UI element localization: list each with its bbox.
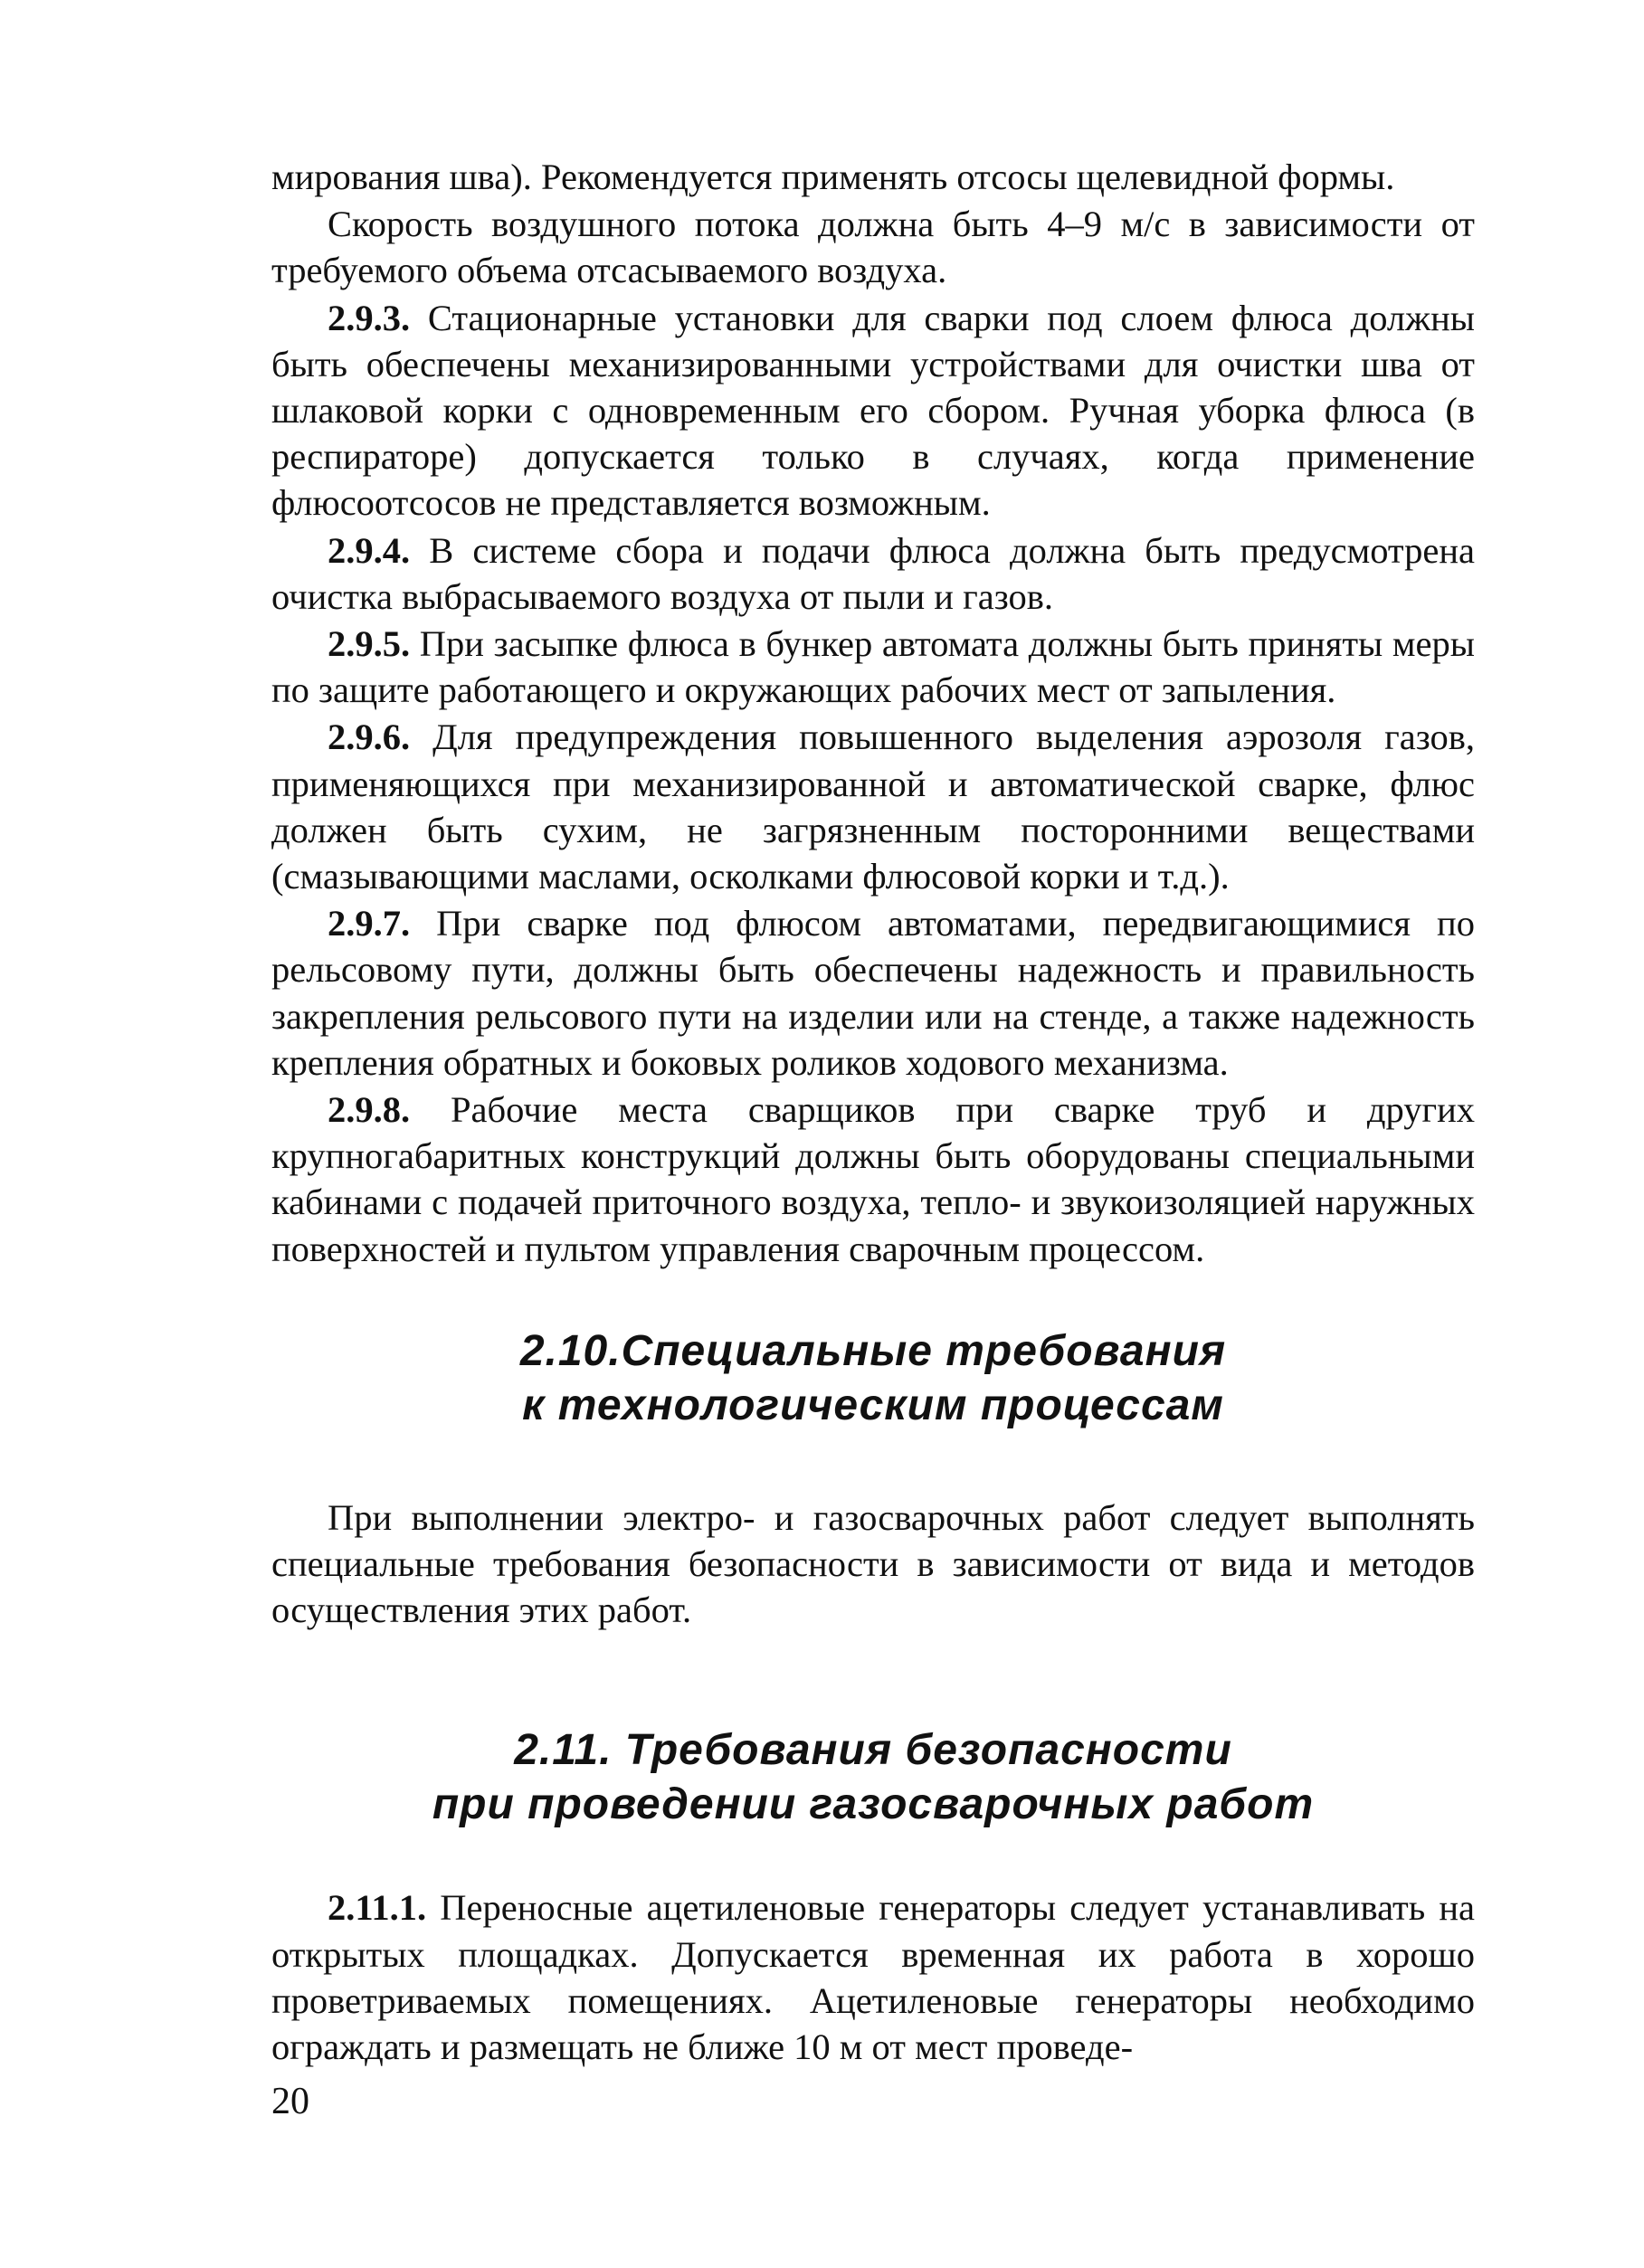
paragraph-text: При сварке под флюсом автоматами, передвигающимися по рельсовому пути, должны быть обеспечены надежность и правильность закрепления рельсового пути на изделии или на стенде, а также надежность крепления обратных и боковых роликов ходового механизма. <box>271 903 1475 1083</box>
paragraph-text: В системе сбора и подачи флюса должна быть предусмотрена очистка выбрасываемого воздуха от пыли и газов. <box>271 529 1475 617</box>
heading-line: к технологическим процессам <box>522 1381 1224 1429</box>
paragraph-text: Рабочие места сварщиков при сварке труб и других крупногабаритных конструкций должны быть оборудованы специальными кабинами с подачей приточного воздуха, тепло- и звукоизоляцией наружных поверхностей и пультом управления сварочным процессом. <box>271 1089 1475 1269</box>
section-heading-2-10 <box>271 1324 1475 1433</box>
paragraph-text: Стационарные установки для сварки под слоем флюса должны быть обеспечены механизированными устройствами для очистки шва от шлаковой корки с одновременным его сбором. Ручная уборка флюса (в респираторе) допускается только в случаях, когда применение флюсоотсосов не представляется возможным. <box>271 297 1475 524</box>
paragraph-number: 2.11.1. <box>328 1887 427 1929</box>
paragraph-number: 2.9.4. <box>328 529 411 571</box>
paragraph-number: 2.9.3. <box>328 297 411 338</box>
heading-line: 2.11. Требования безопасности <box>514 1726 1232 1775</box>
paragraph-text: При засыпке флюса в бункер автомата должны быть приняты меры по защите работающего и окружающих рабочих мест от запыления. <box>271 623 1475 711</box>
paragraph-airflow <box>271 201 1475 293</box>
heading-line: 2.10.Специальные требования <box>519 1326 1227 1375</box>
paragraph-number: 2.9.8. <box>328 1089 411 1131</box>
page-number: 20 <box>271 2081 309 2122</box>
section-heading-2-11 <box>271 1723 1475 1832</box>
paragraph-2-9-8 <box>271 1087 1475 1272</box>
paragraph-number: 2.9.6. <box>328 716 411 758</box>
paragraph-text: Переносные ацетиленовые генераторы следует устанавливать на открытых площадках. Допускается временная их работа в хорошо проветриваемых помещениях. Ацетиленовые генераторы необходимо ограждать и размещать не ближе 10 м от мест проведе- <box>271 1887 1475 2068</box>
paragraph-2-9-7 <box>271 900 1475 1086</box>
paragraph-text: Скорость воздушного потока должна быть 4–9 м/с в зависимости от требуемого объема отсасываемого воздуха. <box>271 204 1475 291</box>
paragraph-text: мирования шва). Рекомендуется применять отсосы щелевидной формы. <box>271 157 1395 197</box>
page-body <box>271 154 1475 2071</box>
paragraph-2-9-5 <box>271 621 1475 713</box>
paragraph-number: 2.9.5. <box>328 623 411 665</box>
paragraph-2-10 <box>271 1495 1475 1634</box>
paragraph-2-9-6 <box>271 714 1475 899</box>
paragraph-continuation <box>271 154 1475 200</box>
heading-line: при проведении газосварочных работ <box>432 1780 1315 1829</box>
paragraph-2-11-1 <box>271 1884 1475 2070</box>
paragraph-text: Для предупреждения повышенного выделения аэрозоля газов, применяющихся при механизированной и автоматической сварке, флюс должен быть сухим, не загрязненным посторонними веществами (смазывающими маслами, осколками флюсовой корки и т.д.). <box>271 716 1475 897</box>
paragraph-number: 2.9.7. <box>328 903 411 944</box>
paragraph-2-9-4 <box>271 527 1475 620</box>
paragraph-2-9-3 <box>271 295 1475 527</box>
paragraph-text: При выполнении электро- и газосварочных работ следует выполнять специальные требования безопасности в зависимости от вида и методов осуществления этих работ. <box>271 1496 1475 1631</box>
